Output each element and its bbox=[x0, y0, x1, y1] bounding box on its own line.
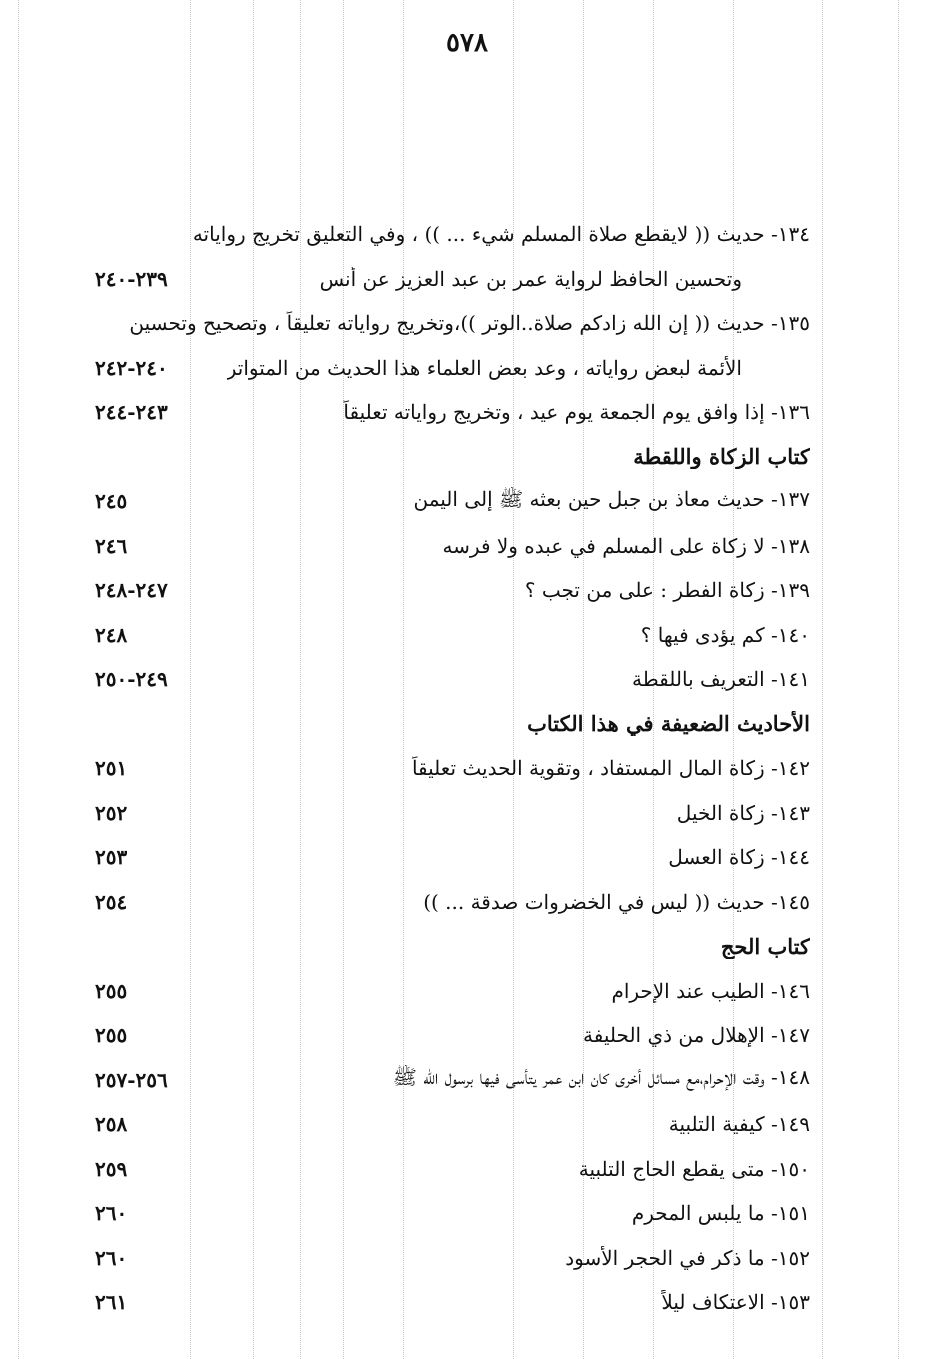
page-number: ٥٧٨ bbox=[446, 28, 488, 58]
toc-page-ref: ٢٦٠ bbox=[95, 1245, 128, 1270]
toc-entry-text: ١٤٨- وقت الإحرام،مع مسائل أخرى كان ابن عمر يتأسى فيها برسول الله ﷺ bbox=[392, 1065, 810, 1090]
toc-entry bbox=[95, 390, 810, 435]
toc-entry bbox=[95, 1058, 810, 1103]
section-heading bbox=[95, 924, 810, 969]
toc-entry-text: ١٥٢- ما ذكر في الحجر الأسود bbox=[565, 1245, 810, 1270]
toc-page-ref: ٢٤٩-٢٥٠ bbox=[95, 667, 168, 692]
toc-entry-text: ١٥٠- متى يقطع الحاج التلبية bbox=[578, 1156, 810, 1181]
toc-page-ref: ٢٦١ bbox=[95, 1290, 128, 1315]
toc-entry bbox=[95, 524, 810, 569]
toc-entry bbox=[95, 613, 810, 658]
toc-page-ref: ٢٤٥ bbox=[95, 489, 128, 514]
toc-page-ref: ٢٥١ bbox=[95, 756, 128, 781]
section-heading-text: كتاب الزكاة واللقطة bbox=[633, 444, 810, 470]
toc-entry-text: ١٣٩- زكاة الفطر : على من تجب ؟ bbox=[524, 578, 810, 603]
toc-entry bbox=[95, 1236, 810, 1281]
toc-entry-text: ١٣٦- إذا وافق يوم الجمعة يوم عيد ، وتخريج رواياته تعليقاً bbox=[343, 400, 810, 425]
toc-page-ref: ٢٥٩ bbox=[95, 1156, 128, 1181]
toc-entry bbox=[95, 568, 810, 613]
toc-page-ref: ٢٥٢ bbox=[95, 800, 128, 825]
toc-page-ref: ٢٤٦ bbox=[95, 533, 128, 558]
toc-entry-text: ١٣٧- حديث معاذ بن جبل حين بعثه ﷺ إلى اليمن bbox=[413, 486, 810, 511]
toc-entry bbox=[95, 1013, 810, 1058]
table-of-contents bbox=[95, 212, 810, 1325]
toc-entry-text: ١٤٩- كيفية التلبية bbox=[668, 1112, 810, 1137]
toc-page-ref: ٢٤٣-٢٤٤ bbox=[95, 400, 168, 425]
toc-entry-text: وتحسين الحافظ لرواية عمر بن عبد العزيز عن أنس bbox=[319, 266, 742, 291]
toc-page-ref: ٢٥٤ bbox=[95, 889, 128, 914]
toc-entry bbox=[95, 880, 810, 925]
toc-page-ref: ٢٤٨ bbox=[95, 622, 128, 647]
toc-entry-text: ١٤١- التعريف باللقطة bbox=[632, 667, 810, 692]
toc-entry bbox=[95, 969, 810, 1014]
toc-page-ref: ٢٣٩-٢٤٠ bbox=[95, 266, 168, 291]
toc-page-ref: ٢٥٣ bbox=[95, 845, 128, 870]
toc-entry-text: ١٤٠- كم يؤدى فيها ؟ bbox=[640, 622, 810, 647]
toc-entry-text: ١٥١- ما يلبس المحرم bbox=[631, 1201, 810, 1226]
toc-entry bbox=[95, 791, 810, 836]
toc-page-ref: ٢٦٠ bbox=[95, 1201, 128, 1226]
toc-entry-text: ١٤٥- حديث (( ليس في الخضروات صدقة ... )) bbox=[423, 889, 810, 914]
toc-entry bbox=[95, 746, 810, 791]
toc-entry bbox=[95, 301, 810, 346]
toc-entry bbox=[95, 1102, 810, 1147]
toc-page-ref: ٢٥٨ bbox=[95, 1112, 128, 1137]
toc-entry bbox=[95, 835, 810, 880]
toc-page-ref: ٢٥٥ bbox=[95, 1023, 128, 1048]
toc-page-ref: ٢٥٦-٢٥٧ bbox=[95, 1067, 168, 1092]
section-heading-text: الأحاديث الضعيفة في هذا الكتاب bbox=[527, 711, 810, 737]
toc-entry bbox=[95, 212, 810, 257]
section-heading-text: كتاب الحج bbox=[720, 933, 810, 959]
toc-entry-text: ١٣٥- حديث (( إن الله زادكم صلاة..الوتر ))،وتخريج رواياته تعليقاً ، وتصحيح وتحسين bbox=[129, 311, 810, 336]
toc-entry-text: ١٤٤- زكاة العسل bbox=[668, 845, 810, 870]
toc-entry bbox=[95, 257, 810, 302]
toc-entry bbox=[95, 1147, 810, 1192]
toc-entry-text: ١٤٧- الإهلال من ذي الحليفة bbox=[583, 1023, 810, 1048]
section-heading bbox=[95, 435, 810, 480]
toc-entry-text: ١٥٣- الاعتكاف ليلاً bbox=[661, 1290, 810, 1315]
toc-entry-text: ١٤٦- الطيب عند الإحرام bbox=[611, 978, 810, 1003]
toc-page-ref: ٢٤٧-٢٤٨ bbox=[95, 578, 168, 603]
toc-entry-text: ١٤٢- زكاة المال المستفاد ، وتقوية الحديث تعليقاً bbox=[411, 756, 810, 781]
toc-page-ref: ٢٤٠-٢٤٢ bbox=[95, 355, 168, 380]
toc-entry bbox=[95, 657, 810, 702]
toc-entry-text: ١٤٣- زكاة الخيل bbox=[676, 800, 810, 825]
section-heading bbox=[95, 702, 810, 747]
toc-entry-text: ١٣٨- لا زكاة على المسلم في عبده ولا فرسه bbox=[442, 533, 810, 558]
toc-entry-text: ١٣٤- حديث (( لايقطع صلاة المسلم شيء ... )) ، وفي التعليق تخريج رواياته bbox=[192, 222, 810, 247]
toc-entry bbox=[95, 346, 810, 391]
toc-entry bbox=[95, 479, 810, 524]
toc-page-ref: ٢٥٥ bbox=[95, 978, 128, 1003]
toc-entry bbox=[95, 1280, 810, 1325]
toc-entry bbox=[95, 1191, 810, 1236]
toc-entry-text: الأئمة لبعض رواياته ، وعد بعض العلماء هذا الحديث من المتواتر bbox=[226, 355, 742, 380]
